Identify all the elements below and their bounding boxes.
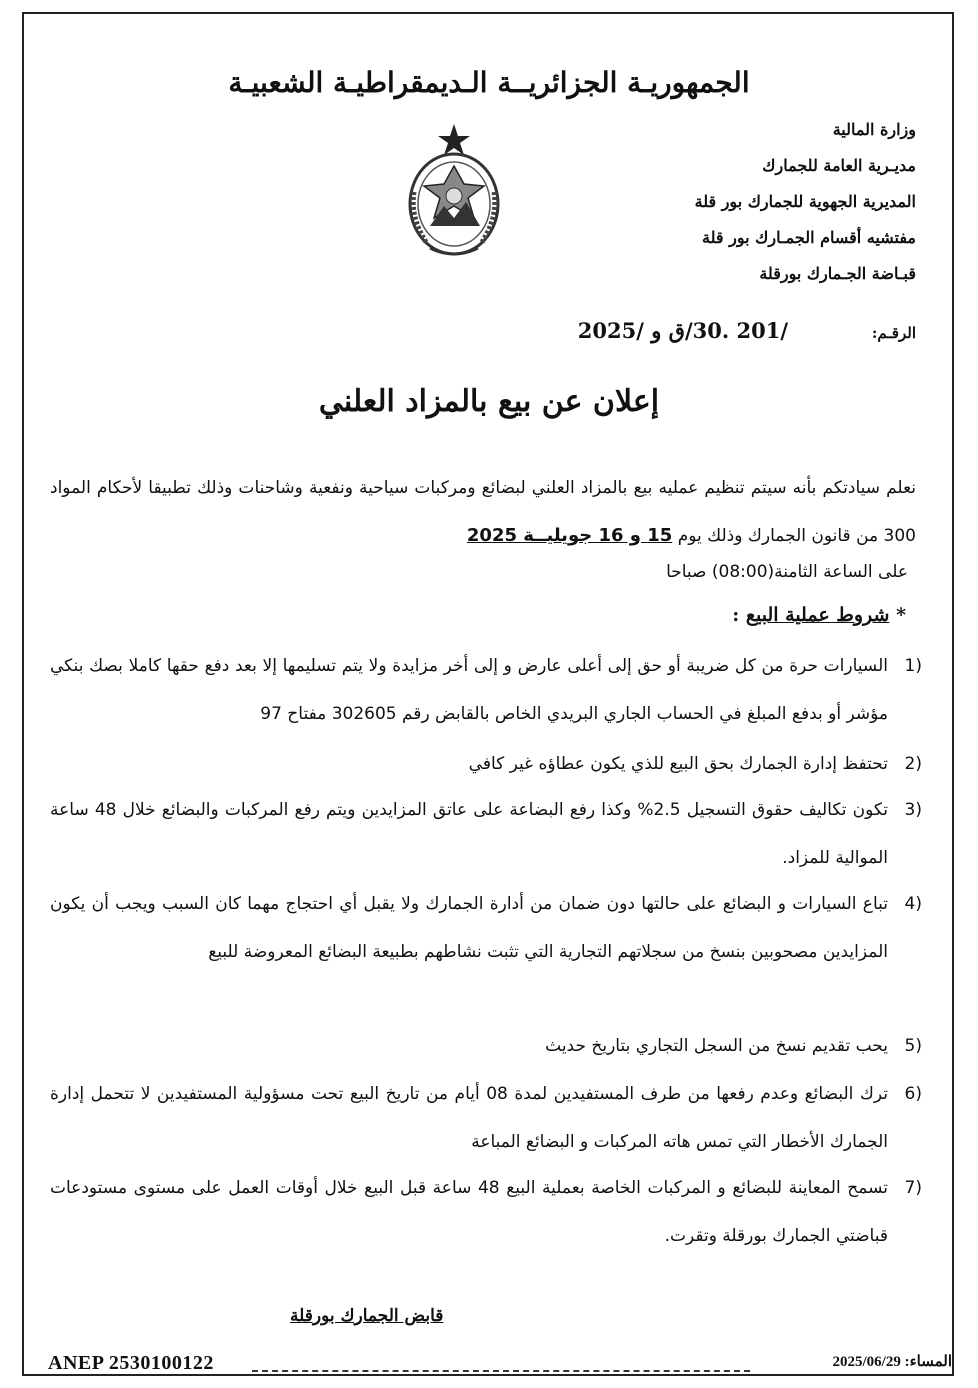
intro-text: نعلم سيادتكم بأنه سيتم تنظيم عمليه بيع بالمزاد العلني لبضائع ومركبات سياحية ونفعية وشاحنات وذلك تطبيقا لأحكام المواد 300 من قانون الجمارك وذلك يوم: [50, 478, 916, 546]
anep-reference: ANEP 2530100122: [48, 1352, 214, 1374]
condition-text: تسمح المعاينة للبضائع و المركبات الخاصة بعملية البيع 48 ساعة قبل البيع خلال أوقات العمل على مستوى مستودعات قباضتي الجمارك بورقلة وتقرت.: [50, 1178, 888, 1246]
condition-text: يحب تقديم نسخ من السجل التجاري بتاريخ حديث: [545, 1036, 888, 1056]
heading-star: *: [896, 604, 906, 626]
customs-emblem-icon: [400, 122, 508, 262]
condition-number: (6: [904, 1084, 922, 1104]
condition-number: (2: [904, 754, 922, 774]
ministry-line-1: وزارة المالية: [832, 120, 916, 139]
condition-text: ترك البضائع وعدم رفعها من طرف المستفيدين لمدة 08 أيام من تاريخ البيع تحت مسؤولية المستفيدين لا تتحمل إدارة الجمارك الأخطار التي تمس هاته المركبات و البضائع المباعة: [50, 1084, 888, 1152]
announcement-title: إعلان عن بيع بالمزاد العلني: [318, 384, 660, 419]
signature-title: قابض الجمارك بورقلة: [290, 1306, 444, 1326]
condition-item: [50, 786, 922, 882]
reference-number: /201 .30/ق و /2025: [577, 318, 788, 343]
footer-date: [832, 1352, 952, 1371]
heading-colon: :: [732, 604, 740, 626]
footer-dashed-line: [252, 1370, 750, 1372]
conditions-heading: [732, 604, 906, 626]
condition-number: (4: [904, 894, 922, 914]
date-value: 2025/06/29: [832, 1354, 901, 1370]
reference-row: [496, 318, 916, 348]
ministry-line-2: مديـرية العامة للجمارك: [762, 156, 916, 175]
intro-paragraph: [50, 464, 916, 560]
condition-item: [50, 1070, 922, 1166]
ministry-line-3: المديرية الجهوية للجمارك بور قلة: [694, 192, 916, 211]
condition-text: تحتفظ إدارة الجمارك بحق البيع للذي يكون عطاؤه غير كافي: [468, 754, 888, 774]
date-label: المساء:: [904, 1354, 952, 1370]
condition-item: [50, 740, 922, 788]
condition-item: [50, 880, 922, 976]
condition-item: [50, 642, 922, 738]
conditions-heading-text: شروط عملية البيع: [745, 604, 890, 626]
auction-dates: 15 و 16 جويليــة 2025: [466, 525, 673, 546]
condition-number: (7: [904, 1178, 922, 1198]
reference-label: الرقـم:: [871, 324, 916, 342]
condition-text: تباع السيارات و البضائع على حالتها دون ضمان من أدارة الجمارك ولا يقبل أي احتجاج مهما كان السبب ويجب أن يكون المزايدين مصحوبين بنسخ من سجلاتهم التجارية التي تثبت نشاطهم بطبيعة البضائع المعروضة للبيع: [50, 894, 888, 962]
auction-time: على الساعة الثامنة(08:00) صباحا: [666, 562, 908, 582]
condition-number: (5: [904, 1036, 922, 1056]
republic-heading: الجمهوريـة الجزائريــة الـديمقراطيـة الشعبيـة: [228, 66, 750, 99]
condition-text: السيارات حرة من كل ضريبة أو حق إلى أعلى عارض و إلى أخر مزايدة ولا يتم تسليمها إلا بعد دفع حقها كاملا بصك بنكي مؤشر أو بدفع المبلغ في الحساب الجاري البريدي الخاص بالقابض رقم 302605 مفتاح 97: [50, 656, 888, 724]
condition-number: (1: [904, 656, 922, 676]
condition-text: تكون تكاليف حقوق التسجيل 2.5% وكذا رفع البضاعة على عاتق المزايدين ويتم رفع المركبات والبضائع خلال 48 ساعة الموالية للمزاد.: [50, 800, 888, 868]
ministry-line-5: قبـاضة الجـمارك بورقلة: [759, 264, 916, 283]
condition-item: [50, 1022, 922, 1070]
condition-item: [50, 1164, 922, 1260]
condition-number: (3: [904, 800, 922, 820]
ministry-line-4: مفتشيه أقسام الجمـارك بور قلة: [702, 228, 916, 247]
